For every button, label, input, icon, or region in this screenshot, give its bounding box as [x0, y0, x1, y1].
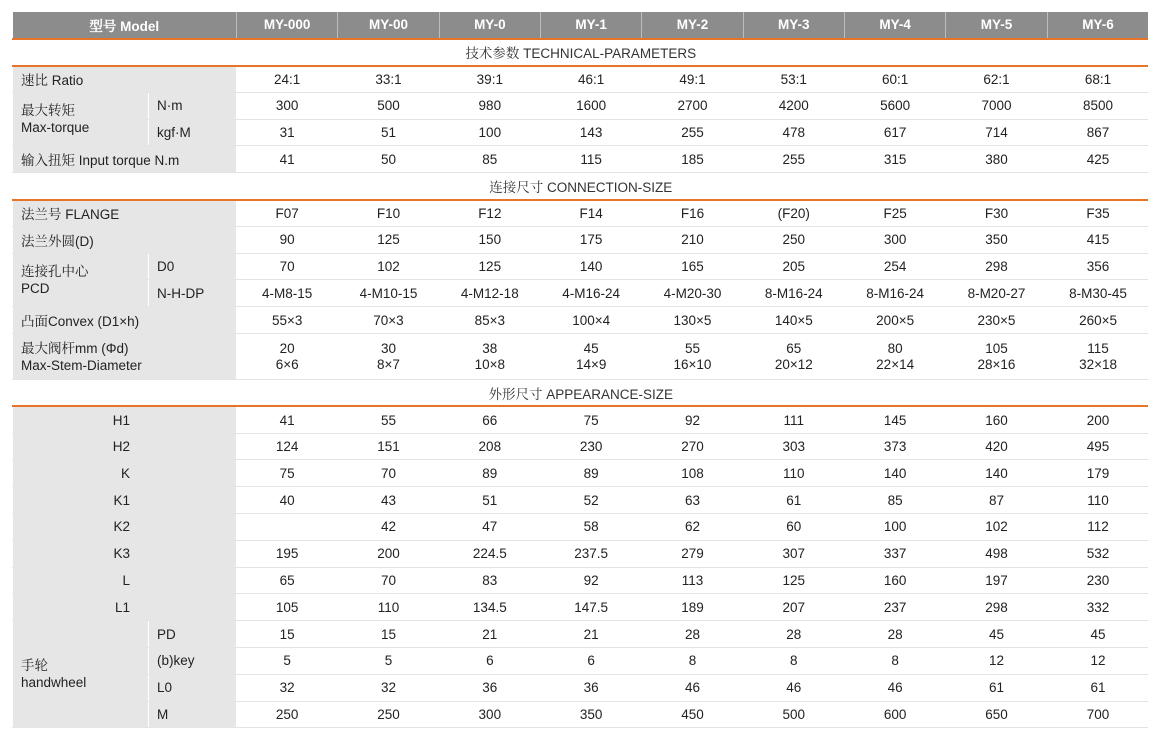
stem-key: 16×10: [673, 356, 712, 372]
table-cell: 495: [1047, 433, 1148, 460]
stem-key: 6×6: [275, 356, 299, 372]
table-cell: 33:1: [338, 66, 439, 93]
table-cell: 90: [237, 226, 338, 253]
table-cell: 28: [743, 621, 844, 648]
spec-table-container: [12, 12, 1148, 728]
table-cell: 415: [1047, 226, 1148, 253]
table-cell: 189: [642, 594, 743, 621]
table-cell: 208: [439, 433, 540, 460]
table-cell: 111: [743, 406, 844, 433]
table-row: [13, 66, 1149, 93]
stem-key: 22×14: [876, 356, 915, 372]
model-header: MY-000: [237, 12, 338, 39]
table-cell: 89: [439, 460, 540, 487]
table-cell: 254: [844, 253, 945, 280]
table-cell: 4-M12-18: [439, 280, 540, 307]
unit-label: N·m: [149, 92, 237, 119]
table-cell: 49:1: [642, 66, 743, 93]
stem-key: 28×16: [977, 356, 1016, 372]
table-cell: 143: [540, 119, 641, 146]
table-cell: 85: [439, 146, 540, 173]
row-label-input-torque: 输入扭矩 Input torque N.m: [13, 146, 237, 173]
table-row: [13, 406, 1149, 433]
table-row: [13, 280, 1149, 307]
table-row: [13, 540, 1149, 567]
table-cell: 4200: [743, 92, 844, 119]
model-header: MY-5: [946, 12, 1047, 39]
table-cell: 12: [946, 648, 1047, 675]
stem-key: 14×9: [575, 356, 607, 372]
table-cell: 5: [237, 648, 338, 675]
stem-key: 10×8: [474, 356, 506, 372]
unit-label: N-H-DP: [149, 280, 237, 307]
table-cell: 140: [946, 460, 1047, 487]
unit-label: PD: [149, 621, 237, 648]
table-cell: 617: [844, 119, 945, 146]
table-cell: 224.5: [439, 540, 540, 567]
label-cn: 手轮: [21, 658, 48, 674]
table-cell: 124: [237, 433, 338, 460]
table-row: [13, 487, 1149, 514]
model-header: MY-4: [844, 12, 945, 39]
row-label-dimension: L: [13, 567, 237, 594]
table-cell: 205: [743, 253, 844, 280]
table-row: [13, 92, 1149, 119]
label-cn: 最大转矩: [21, 103, 75, 119]
table-cell: 70: [237, 253, 338, 280]
table-cell: [946, 334, 1047, 380]
table-cell: 6: [540, 648, 641, 675]
table-cell: 250: [338, 701, 439, 728]
stem-diameter: 30: [380, 340, 396, 356]
table-cell: 7000: [946, 92, 1047, 119]
table-cell: 36: [540, 674, 641, 701]
table-cell: F07: [237, 200, 338, 227]
table-cell: 85×3: [439, 307, 540, 334]
section-technical-row: [13, 39, 1149, 66]
table-cell: 61: [743, 487, 844, 514]
stem-key: 32×18: [1079, 356, 1117, 372]
table-cell: 500: [338, 92, 439, 119]
row-label-dimension: K1: [13, 487, 237, 514]
table-row: [13, 621, 1149, 648]
table-cell: 45: [1047, 621, 1148, 648]
table-cell: 112: [1047, 514, 1148, 541]
table-cell: 46: [743, 674, 844, 701]
table-cell: 356: [1047, 253, 1148, 280]
table-cell: 70: [338, 567, 439, 594]
table-cell: F10: [338, 200, 439, 227]
table-cell: 200×5: [844, 307, 945, 334]
table-cell: 500: [743, 701, 844, 728]
model-header: MY-6: [1047, 12, 1148, 39]
table-cell: 43: [338, 487, 439, 514]
section-connection-row: [13, 173, 1149, 200]
stem-diameter: 115: [1087, 340, 1109, 356]
table-cell: 332: [1047, 594, 1148, 621]
table-cell: 250: [743, 226, 844, 253]
table-cell: 185: [642, 146, 743, 173]
table-cell: 58: [540, 514, 641, 541]
table-row: [13, 460, 1149, 487]
table-cell: 15: [338, 621, 439, 648]
table-cell: F16: [642, 200, 743, 227]
table-cell: 2700: [642, 92, 743, 119]
table-cell: [237, 334, 338, 380]
table-cell: 60:1: [844, 66, 945, 93]
model-header: MY-1: [540, 12, 641, 39]
table-cell: [439, 334, 540, 380]
table-row: [13, 514, 1149, 541]
table-cell: 315: [844, 146, 945, 173]
table-cell: 70×3: [338, 307, 439, 334]
table-cell: 4-M8-15: [237, 280, 338, 307]
unit-label: kgf·M: [149, 119, 237, 146]
stem-diameter: 55: [684, 340, 700, 356]
row-label-flange-d: 法兰外圆(D): [13, 226, 237, 253]
table-cell: 32: [237, 674, 338, 701]
table-cell: 41: [237, 146, 338, 173]
table-cell: 65: [237, 567, 338, 594]
table-cell: 300: [439, 701, 540, 728]
table-cell: 53:1: [743, 66, 844, 93]
row-label-torque: [13, 92, 149, 146]
table-cell: 21: [540, 621, 641, 648]
table-cell: 51: [338, 119, 439, 146]
table-cell: F14: [540, 200, 641, 227]
table-cell: 12: [1047, 648, 1148, 675]
table-cell: 5: [338, 648, 439, 675]
table-cell: 4-M16-24: [540, 280, 641, 307]
table-cell: 102: [946, 514, 1047, 541]
table-cell: 1600: [540, 92, 641, 119]
model-header-label: 型号 Model: [13, 12, 237, 39]
table-cell: 134.5: [439, 594, 540, 621]
table-cell: 175: [540, 226, 641, 253]
table-row: [13, 648, 1149, 675]
table-cell: 478: [743, 119, 844, 146]
row-label-dimension: L1: [13, 594, 237, 621]
table-cell: 300: [237, 92, 338, 119]
table-cell: 31: [237, 119, 338, 146]
table-cell: 85: [844, 487, 945, 514]
table-cell: 867: [1047, 119, 1148, 146]
section-title-appearance: 外形尺寸 APPEARANCE-SIZE: [13, 380, 1149, 407]
table-row: [13, 567, 1149, 594]
table-cell: 237.5: [540, 540, 641, 567]
table-cell: 8: [642, 648, 743, 675]
table-cell: 197: [946, 567, 1047, 594]
unit-label: (b)key: [149, 648, 237, 675]
table-cell: 55×3: [237, 307, 338, 334]
table-cell: 8500: [1047, 92, 1148, 119]
row-label-ratio: 速比 Ratio: [13, 66, 237, 93]
table-cell: 425: [1047, 146, 1148, 173]
table-cell: 200: [1047, 406, 1148, 433]
table-cell: 100: [439, 119, 540, 146]
table-cell: 420: [946, 433, 1047, 460]
table-cell: 140×5: [743, 307, 844, 334]
table-cell: 160: [844, 567, 945, 594]
row-label-dimension: K3: [13, 540, 237, 567]
table-row: [13, 674, 1149, 701]
table-cell: 380: [946, 146, 1047, 173]
table-row: [13, 594, 1149, 621]
table-cell: 250: [237, 701, 338, 728]
row-label-convex: 凸面Convex (D1×h): [13, 307, 237, 334]
table-cell: [844, 334, 945, 380]
table-cell: [1047, 334, 1148, 380]
table-cell: 46: [844, 674, 945, 701]
table-cell: 160: [946, 406, 1047, 433]
table-cell: 303: [743, 433, 844, 460]
table-cell: 8-M30-45: [1047, 280, 1148, 307]
table-cell: 150: [439, 226, 540, 253]
table-cell: 270: [642, 433, 743, 460]
row-label-dimension: K: [13, 460, 237, 487]
table-cell: 230: [1047, 567, 1148, 594]
table-cell: 113: [642, 567, 743, 594]
table-cell: 55: [338, 406, 439, 433]
table-cell: 700: [1047, 701, 1148, 728]
section-title-connection: 连接尺寸 CONNECTION-SIZE: [13, 173, 1149, 200]
table-cell: 140: [540, 253, 641, 280]
table-cell: 75: [540, 406, 641, 433]
table-row: [13, 433, 1149, 460]
unit-label: L0: [149, 674, 237, 701]
table-cell: 83: [439, 567, 540, 594]
table-cell: 75: [237, 460, 338, 487]
table-cell: 5600: [844, 92, 945, 119]
table-cell: 307: [743, 540, 844, 567]
table-cell: 4-M20-30: [642, 280, 743, 307]
table-row: [13, 226, 1149, 253]
model-header: MY-2: [642, 12, 743, 39]
table-cell: 298: [946, 594, 1047, 621]
table-cell: 21: [439, 621, 540, 648]
table-cell: 140: [844, 460, 945, 487]
table-row: [13, 200, 1149, 227]
table-cell: 714: [946, 119, 1047, 146]
stem-key: 20×12: [774, 356, 813, 372]
table-cell: 68:1: [1047, 66, 1148, 93]
table-cell: 102: [338, 253, 439, 280]
table-cell: 350: [946, 226, 1047, 253]
table-cell: F30: [946, 200, 1047, 227]
table-cell: 125: [743, 567, 844, 594]
table-cell: 125: [439, 253, 540, 280]
table-cell: 207: [743, 594, 844, 621]
table-cell: 980: [439, 92, 540, 119]
stem-diameter: 65: [786, 340, 802, 356]
table-cell: 8: [844, 648, 945, 675]
table-cell: 337: [844, 540, 945, 567]
table-cell: 105: [237, 594, 338, 621]
stem-diameter: 38: [482, 340, 498, 356]
table-cell: 110: [1047, 487, 1148, 514]
label-en: PCD: [21, 280, 50, 296]
table-cell: [743, 334, 844, 380]
table-cell: 255: [743, 146, 844, 173]
table-cell: 373: [844, 433, 945, 460]
row-label-flange: 法兰号 FLANGE: [13, 200, 237, 227]
table-cell: [338, 334, 439, 380]
table-row: [13, 119, 1149, 146]
table-cell: 51: [439, 487, 540, 514]
label-cn: 最大阀杆mm (Φd): [21, 340, 129, 356]
table-cell: 50: [338, 146, 439, 173]
table-cell: 63: [642, 487, 743, 514]
unit-label: D0: [149, 253, 237, 280]
label-cn: 连接孔中心: [21, 263, 89, 279]
table-row: [13, 146, 1149, 173]
row-label-pcd: [13, 253, 149, 307]
label-en: handwheel: [21, 675, 87, 691]
table-cell: 110: [743, 460, 844, 487]
section-appearance-row: [13, 380, 1149, 407]
table-cell: 24:1: [237, 66, 338, 93]
row-label-dimension: H2: [13, 433, 237, 460]
section-title-technical: 技术参数 TECHNICAL-PARAMETERS: [13, 39, 1149, 66]
table-cell: 350: [540, 701, 641, 728]
table-cell: 210: [642, 226, 743, 253]
table-cell: [642, 334, 743, 380]
table-cell: 61: [1047, 674, 1148, 701]
table-cell: 32: [338, 674, 439, 701]
table-row: [13, 701, 1149, 728]
table-cell: 46: [642, 674, 743, 701]
table-cell: 100×4: [540, 307, 641, 334]
table-cell: 28: [642, 621, 743, 648]
table-cell: 200: [338, 540, 439, 567]
table-cell: 8-M20-27: [946, 280, 1047, 307]
table-cell: 195: [237, 540, 338, 567]
table-cell: 8-M16-24: [743, 280, 844, 307]
table-cell: 92: [540, 567, 641, 594]
table-cell: 87: [946, 487, 1047, 514]
table-cell: 145: [844, 406, 945, 433]
table-cell: 260×5: [1047, 307, 1148, 334]
table-cell: 100: [844, 514, 945, 541]
table-cell: F35: [1047, 200, 1148, 227]
table-cell: 60: [743, 514, 844, 541]
table-cell: 92: [642, 406, 743, 433]
table-cell: F12: [439, 200, 540, 227]
appearance-body: [13, 406, 1149, 728]
table-cell: 8-M16-24: [844, 280, 945, 307]
model-header: MY-00: [338, 12, 439, 39]
table-cell: 165: [642, 253, 743, 280]
table-cell: [237, 514, 338, 541]
table-cell: 279: [642, 540, 743, 567]
table-cell: 89: [540, 460, 641, 487]
table-cell: 6: [439, 648, 540, 675]
table-cell: 41: [237, 406, 338, 433]
spec-table: [12, 12, 1148, 728]
table-cell: 61: [946, 674, 1047, 701]
table-cell: (F20): [743, 200, 844, 227]
table-cell: 298: [946, 253, 1047, 280]
label-en: Max-Stem-Diameter: [21, 357, 142, 373]
table-cell: 15: [237, 621, 338, 648]
table-cell: 600: [844, 701, 945, 728]
table-row: [13, 253, 1149, 280]
table-cell: 498: [946, 540, 1047, 567]
table-cell: 45: [946, 621, 1047, 648]
row-label-dimension: K2: [13, 514, 237, 541]
row-label-dimension: H1: [13, 406, 237, 433]
table-cell: 62:1: [946, 66, 1047, 93]
model-header: MY-3: [743, 12, 844, 39]
table-cell: 70: [338, 460, 439, 487]
table-cell: 532: [1047, 540, 1148, 567]
table-cell: 115: [540, 146, 641, 173]
table-cell: 28: [844, 621, 945, 648]
table-cell: 62: [642, 514, 743, 541]
table-cell: 66: [439, 406, 540, 433]
table-cell: 47: [439, 514, 540, 541]
table-cell: 52: [540, 487, 641, 514]
table-cell: 108: [642, 460, 743, 487]
table-cell: 179: [1047, 460, 1148, 487]
table-cell: 46:1: [540, 66, 641, 93]
table-cell: 40: [237, 487, 338, 514]
table-row: [13, 334, 1149, 380]
table-cell: 125: [338, 226, 439, 253]
table-cell: F25: [844, 200, 945, 227]
header-row: [13, 12, 1149, 39]
stem-diameter: 105: [985, 340, 1008, 356]
row-label-stem: [13, 334, 237, 380]
stem-diameter: 80: [887, 340, 903, 356]
table-cell: 4-M10-15: [338, 280, 439, 307]
unit-label: M: [149, 701, 237, 728]
table-cell: 255: [642, 119, 743, 146]
table-cell: 36: [439, 674, 540, 701]
table-cell: 450: [642, 701, 743, 728]
table-cell: 8: [743, 648, 844, 675]
stem-key: 8×7: [377, 356, 400, 372]
row-label-handwheel: [13, 621, 149, 728]
table-cell: 237: [844, 594, 945, 621]
table-cell: 39:1: [439, 66, 540, 93]
table-cell: 42: [338, 514, 439, 541]
table-row: [13, 307, 1149, 334]
label-en: Max-torque: [21, 120, 90, 136]
table-cell: 230×5: [946, 307, 1047, 334]
stem-diameter: 45: [583, 340, 599, 356]
table-cell: 230: [540, 433, 641, 460]
table-cell: 130×5: [642, 307, 743, 334]
model-header: MY-0: [439, 12, 540, 39]
table-cell: 110: [338, 594, 439, 621]
table-cell: 300: [844, 226, 945, 253]
table-cell: 147.5: [540, 594, 641, 621]
table-cell: 650: [946, 701, 1047, 728]
table-cell: [540, 334, 641, 380]
table-cell: 151: [338, 433, 439, 460]
stem-diameter: 20: [279, 340, 295, 356]
